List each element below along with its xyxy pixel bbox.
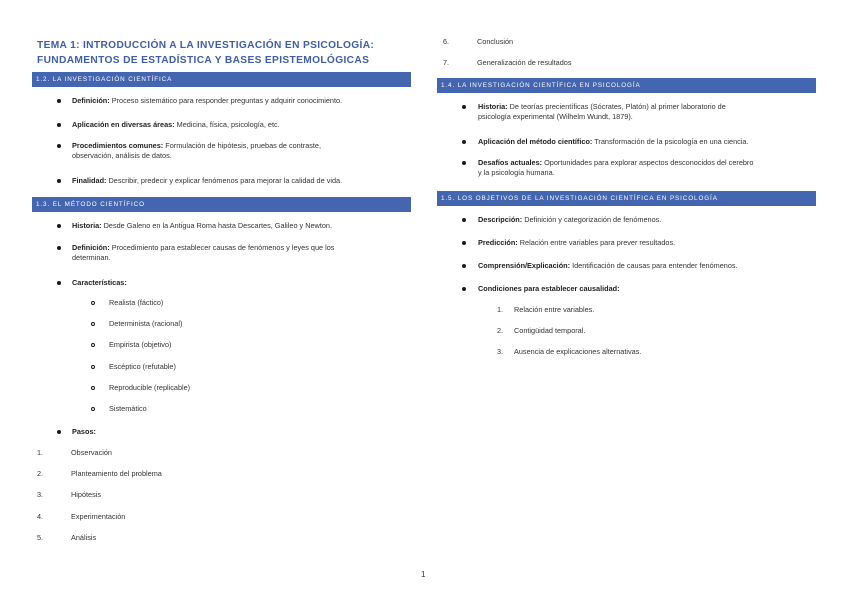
step-number: 2. — [37, 469, 44, 478]
list-item: Historia: De teorías precientíficas (Sócrates, Platón) al primer laboratorio de psicología experimental (Wilhelm Wundt, 1879). — [478, 102, 726, 121]
step-text: Conclusión — [477, 37, 514, 46]
condition-text: Relación entre variables. — [514, 305, 595, 314]
bullet — [462, 140, 466, 144]
document-title-line-2: FUNDAMENTOS DE ESTADÍSTICA Y BASES EPISTEMOLÓGICAS — [37, 55, 370, 66]
condition-number: 1. — [497, 305, 504, 314]
list-item: Descripción: Definición y categorización de fenómenos. — [478, 215, 662, 224]
step-text: Análisis — [71, 533, 97, 542]
sub-bullet — [91, 322, 95, 326]
bullet — [57, 246, 61, 250]
list-item: Comprensión/Explicación: Identificación de causas para entender fenómenos. — [478, 261, 738, 270]
section-heading-1-4: 1.4. LA INVESTIGACIÓN CIENTÍFICA EN PSICOLOGÍA — [437, 78, 816, 93]
bullet — [57, 281, 61, 285]
bullet — [57, 144, 61, 148]
step-text: Planteamiento del problema — [71, 469, 162, 478]
page-number: 1 — [421, 570, 426, 579]
sub-list-item: Escéptico (refutable) — [109, 362, 176, 371]
sub-list-item: Realista (fáctico) — [109, 298, 164, 307]
condition-number: 3. — [497, 347, 504, 356]
bullet — [462, 161, 466, 165]
step-text: Observación — [71, 448, 112, 457]
sub-list-item: Empirista (objetivo) — [109, 340, 172, 349]
sub-bullet — [91, 407, 95, 411]
list-item: Características: — [72, 278, 127, 287]
bullet — [462, 287, 466, 291]
section-heading-1-2: 1.2. LA INVESTIGACIÓN CIENTÍFICA — [32, 72, 411, 87]
condition-text: Ausencia de explicaciones alternativas. — [514, 347, 642, 356]
sub-list-item: Determinista (racional) — [109, 319, 183, 328]
sub-list-item: Reproducible (replicable) — [109, 383, 191, 392]
bullet — [462, 105, 466, 109]
bullet — [57, 99, 61, 103]
list-item: Aplicación del método científico: Transformación de la psicología en una ciencia. — [478, 137, 749, 146]
sub-list-item: Sistemático — [109, 404, 147, 413]
bullet — [57, 179, 61, 183]
bullet — [57, 430, 61, 434]
section-heading-1-5: 1.5. LOS OBJETIVOS DE LA INVESTIGACIÓN CIENTÍFICA EN PSICOLOGÍA — [437, 191, 816, 206]
sub-bullet — [91, 365, 95, 369]
step-number: 6. — [443, 37, 450, 46]
list-item: Predicción: Relación entre variables para prever resultados. — [478, 238, 676, 247]
list-item: Definición: Proceso sistemático para responder preguntas y adquirir conocimiento. — [72, 96, 343, 105]
condition-text: Contigüidad temporal. — [514, 326, 586, 335]
list-item: Procedimientos comunes: Formulación de hipótesis, pruebas de contraste, observación, análisis de datos. — [72, 141, 322, 160]
document-title — [37, 38, 409, 68]
section-heading-1-3: 1.3. EL MÉTODO CIENTÍFICO — [32, 197, 411, 212]
step-number: 4. — [37, 512, 44, 521]
bullet — [57, 123, 61, 127]
list-item: Aplicación en diversas áreas: Medicina, física, psicología, etc. — [72, 120, 280, 129]
step-number: 7. — [443, 58, 450, 67]
sub-bullet — [91, 301, 95, 305]
list-item: Condiciones para establecer causalidad: — [478, 284, 620, 293]
bullet — [462, 241, 466, 245]
list-item: Finalidad: Describir, predecir y explicar fenómenos para mejorar la calidad de vida. — [72, 176, 343, 185]
step-text: Generalización de resultados — [477, 58, 572, 67]
step-text: Hipótesis — [71, 490, 102, 499]
list-item: Desafíos actuales: Oportunidades para explorar aspectos desconocidos del cerebro y la psicología humana. — [478, 158, 754, 177]
step-number: 5. — [37, 533, 44, 542]
step-number: 3. — [37, 490, 44, 499]
condition-number: 2. — [497, 326, 504, 335]
step-text: Experimentación — [71, 512, 126, 521]
step-number: 1. — [37, 448, 44, 457]
bullet — [57, 224, 61, 228]
sub-bullet — [91, 343, 95, 347]
bullet — [462, 264, 466, 268]
list-item: Historia: Desde Galeno en la Antigua Roma hasta Descartes, Galileo y Newton. — [72, 221, 332, 230]
bullet — [462, 218, 466, 222]
list-item: Definición: Procedimiento para establecer causas de fenómenos y leyes que los determinan. — [72, 243, 335, 262]
sub-bullet — [91, 386, 95, 390]
document-title-line-1: TEMA 1: INTRODUCCIÓN A LA INVESTIGACIÓN EN PSICOLOGÍA: — [37, 40, 375, 51]
list-item: Pasos: — [72, 427, 96, 436]
